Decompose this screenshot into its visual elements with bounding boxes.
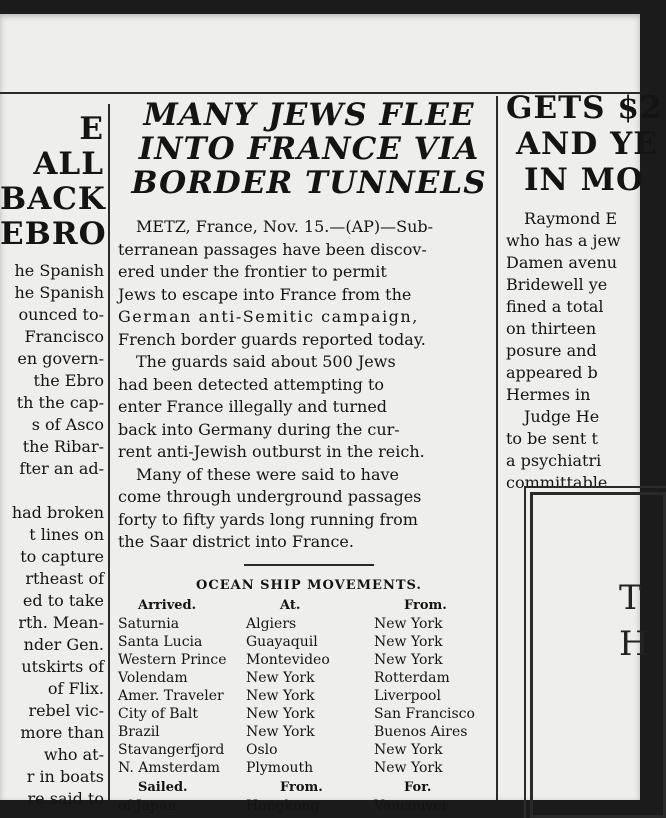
story-line: committable	[506, 473, 608, 492]
ship-row	[118, 759, 500, 777]
ship-movements	[118, 578, 500, 815]
port: Montevideo	[246, 651, 330, 668]
headline-line: MANY JEWS FLEE	[143, 97, 475, 133]
story-line: The guards said about 500 Jews	[136, 352, 396, 371]
story-line: the Ebro	[33, 371, 104, 390]
destination: New York	[374, 759, 443, 776]
headline-line: AND YE	[516, 126, 658, 162]
column-rule-left	[108, 104, 110, 800]
story-line: METZ, France, Nov. 15.—(AP)—Sub-	[136, 217, 434, 236]
left-headline	[0, 111, 107, 252]
story-line: rth. Mean-	[18, 613, 104, 632]
destination: Buenos Aires	[374, 723, 468, 740]
story-line: ounced to-	[18, 305, 104, 324]
story-line: Judge He	[524, 407, 600, 426]
destination: New York	[374, 741, 443, 758]
left-column	[0, 111, 107, 810]
destination: Rotterdam	[374, 669, 450, 686]
story-line: Bridewell ye	[506, 275, 608, 294]
story-line: fter an ad-	[19, 459, 104, 478]
destination: Vancouver	[374, 797, 449, 814]
story-line: more than	[20, 723, 104, 742]
story-line: had broken	[11, 503, 104, 522]
left-story	[0, 260, 104, 810]
story-line: forty to fifty yards long running from	[118, 509, 418, 529]
port: Hongkong	[246, 797, 320, 814]
story-line: Raymond E	[524, 209, 618, 228]
right-headline	[506, 90, 663, 198]
destination: New York	[374, 651, 443, 668]
from-header: From.	[404, 597, 447, 613]
story-line: French border guards reported today.	[118, 329, 426, 349]
ship-row	[118, 723, 500, 741]
story-line: posure and	[506, 341, 597, 360]
story-line: rent anti-Jewish outburst in the reich.	[118, 442, 425, 461]
story-line: Many of these were said to have	[136, 464, 400, 484]
port: New York	[246, 687, 315, 704]
story-line: t lines on	[29, 525, 104, 544]
story-line: ered under the frontier to permit	[118, 262, 387, 281]
story-line: who at-	[43, 745, 104, 764]
story-line: terranean passages have been discov-	[118, 239, 427, 259]
ship-row	[118, 633, 500, 651]
story-line: the Saar district into France.	[118, 532, 354, 551]
headline-line: E ALL	[33, 111, 104, 182]
headline-line: EBRO	[0, 216, 107, 252]
main-headline	[118, 98, 500, 200]
ship-name: Santa Lucia	[118, 633, 203, 650]
story-line: come through underground passages	[118, 487, 422, 506]
ship-row	[118, 797, 500, 815]
headline-line: BORDER TUNNELS	[131, 165, 487, 201]
ship-name: of Japan	[118, 797, 177, 814]
ship-name: Saturnia	[118, 615, 180, 632]
port: Plymouth	[246, 759, 314, 776]
port: Guayaquil	[246, 633, 318, 650]
story-line: back into Germany during the cur-	[118, 419, 400, 439]
ship-row	[118, 669, 500, 687]
main-story	[118, 216, 500, 554]
port: Algiers	[246, 615, 297, 632]
destination: Liverpool	[374, 687, 441, 704]
headline-line: BACK	[0, 181, 106, 217]
story-separator	[244, 564, 374, 566]
ship-row	[118, 615, 500, 633]
right-story	[506, 208, 640, 494]
story-line: German anti-Semitic campaign,	[118, 307, 419, 326]
story-line: to capture	[20, 547, 104, 566]
story-line: utskirts of	[21, 657, 104, 676]
advertisement-box	[530, 492, 666, 818]
ship-row	[118, 687, 500, 705]
story-line: r in boats	[26, 767, 104, 786]
destination: New York	[374, 615, 443, 632]
destination: New York	[374, 633, 443, 650]
headline-line: INTO FRANCE VIA	[138, 131, 480, 167]
ship-movements-title: OCEAN SHIP MOVEMENTS.	[196, 577, 422, 593]
for-header: For.	[404, 779, 432, 795]
center-column	[118, 98, 500, 815]
story-line: rebel vic-	[28, 701, 104, 720]
ship-row	[118, 741, 500, 759]
story-line: th the cap-	[16, 393, 104, 412]
story-line: ed to take	[22, 591, 104, 610]
story-line: s of Asco	[31, 415, 104, 434]
story-line: had been detected attempting to	[118, 374, 385, 394]
ad-letter: H	[619, 624, 649, 664]
story-line: the Ribar-	[22, 437, 104, 456]
arrived-list	[118, 615, 500, 777]
port: Oslo	[246, 741, 278, 758]
sailed-header-row	[118, 779, 500, 797]
ship-name: Brazil	[118, 723, 160, 740]
story-line: fined a total	[506, 297, 604, 316]
story-line: Jews to escape into France from the	[118, 284, 412, 304]
headline-line: GETS $2	[506, 90, 663, 126]
arrived-header-row	[118, 597, 500, 615]
ship-row	[118, 705, 500, 723]
ship-name: Volendam	[118, 669, 188, 686]
ship-name: Western Prince	[118, 651, 227, 668]
story-line: of Flix.	[47, 679, 104, 698]
at-header: At.	[280, 597, 301, 613]
sailed-list	[118, 797, 500, 815]
ship-row	[118, 651, 500, 669]
story-line: Francisco	[24, 327, 104, 346]
story-line: Damen avenu	[506, 253, 618, 272]
ad-text	[619, 575, 649, 667]
story-line: he Spanish	[14, 283, 104, 302]
story-line: re said to	[27, 789, 104, 808]
story-line: to be sent t	[506, 429, 598, 448]
ship-name: Amer. Traveler	[118, 687, 224, 704]
story-line: enter France illegally and turned	[118, 397, 388, 416]
story-line: who has a jew	[506, 231, 621, 250]
story-line: nder Gen.	[23, 635, 104, 654]
story-line: appeared b	[506, 363, 598, 382]
sailed-header: Sailed.	[138, 779, 188, 795]
story-line: rtheast of	[25, 569, 104, 588]
headline-line: IN MO	[524, 162, 644, 198]
ship-name: Stavangerfjord	[118, 741, 225, 758]
story-line: he Spanish	[14, 261, 104, 280]
port: New York	[246, 705, 315, 722]
right-column	[506, 90, 663, 494]
story-line: a psychiatri	[506, 451, 602, 470]
port: New York	[246, 669, 315, 686]
ad-letter: T	[619, 578, 642, 618]
story-line: en govern-	[17, 349, 104, 368]
port: New York	[246, 723, 315, 740]
ship-name: City of Balt	[118, 705, 198, 722]
arrived-header: Arrived.	[138, 597, 197, 613]
story-line: Hermes in	[506, 385, 591, 404]
ship-name: N. Amsterdam	[118, 759, 221, 776]
story-line: on thirteen	[506, 319, 597, 338]
from-header: From.	[280, 779, 323, 795]
destination: San Francisco	[374, 705, 475, 722]
